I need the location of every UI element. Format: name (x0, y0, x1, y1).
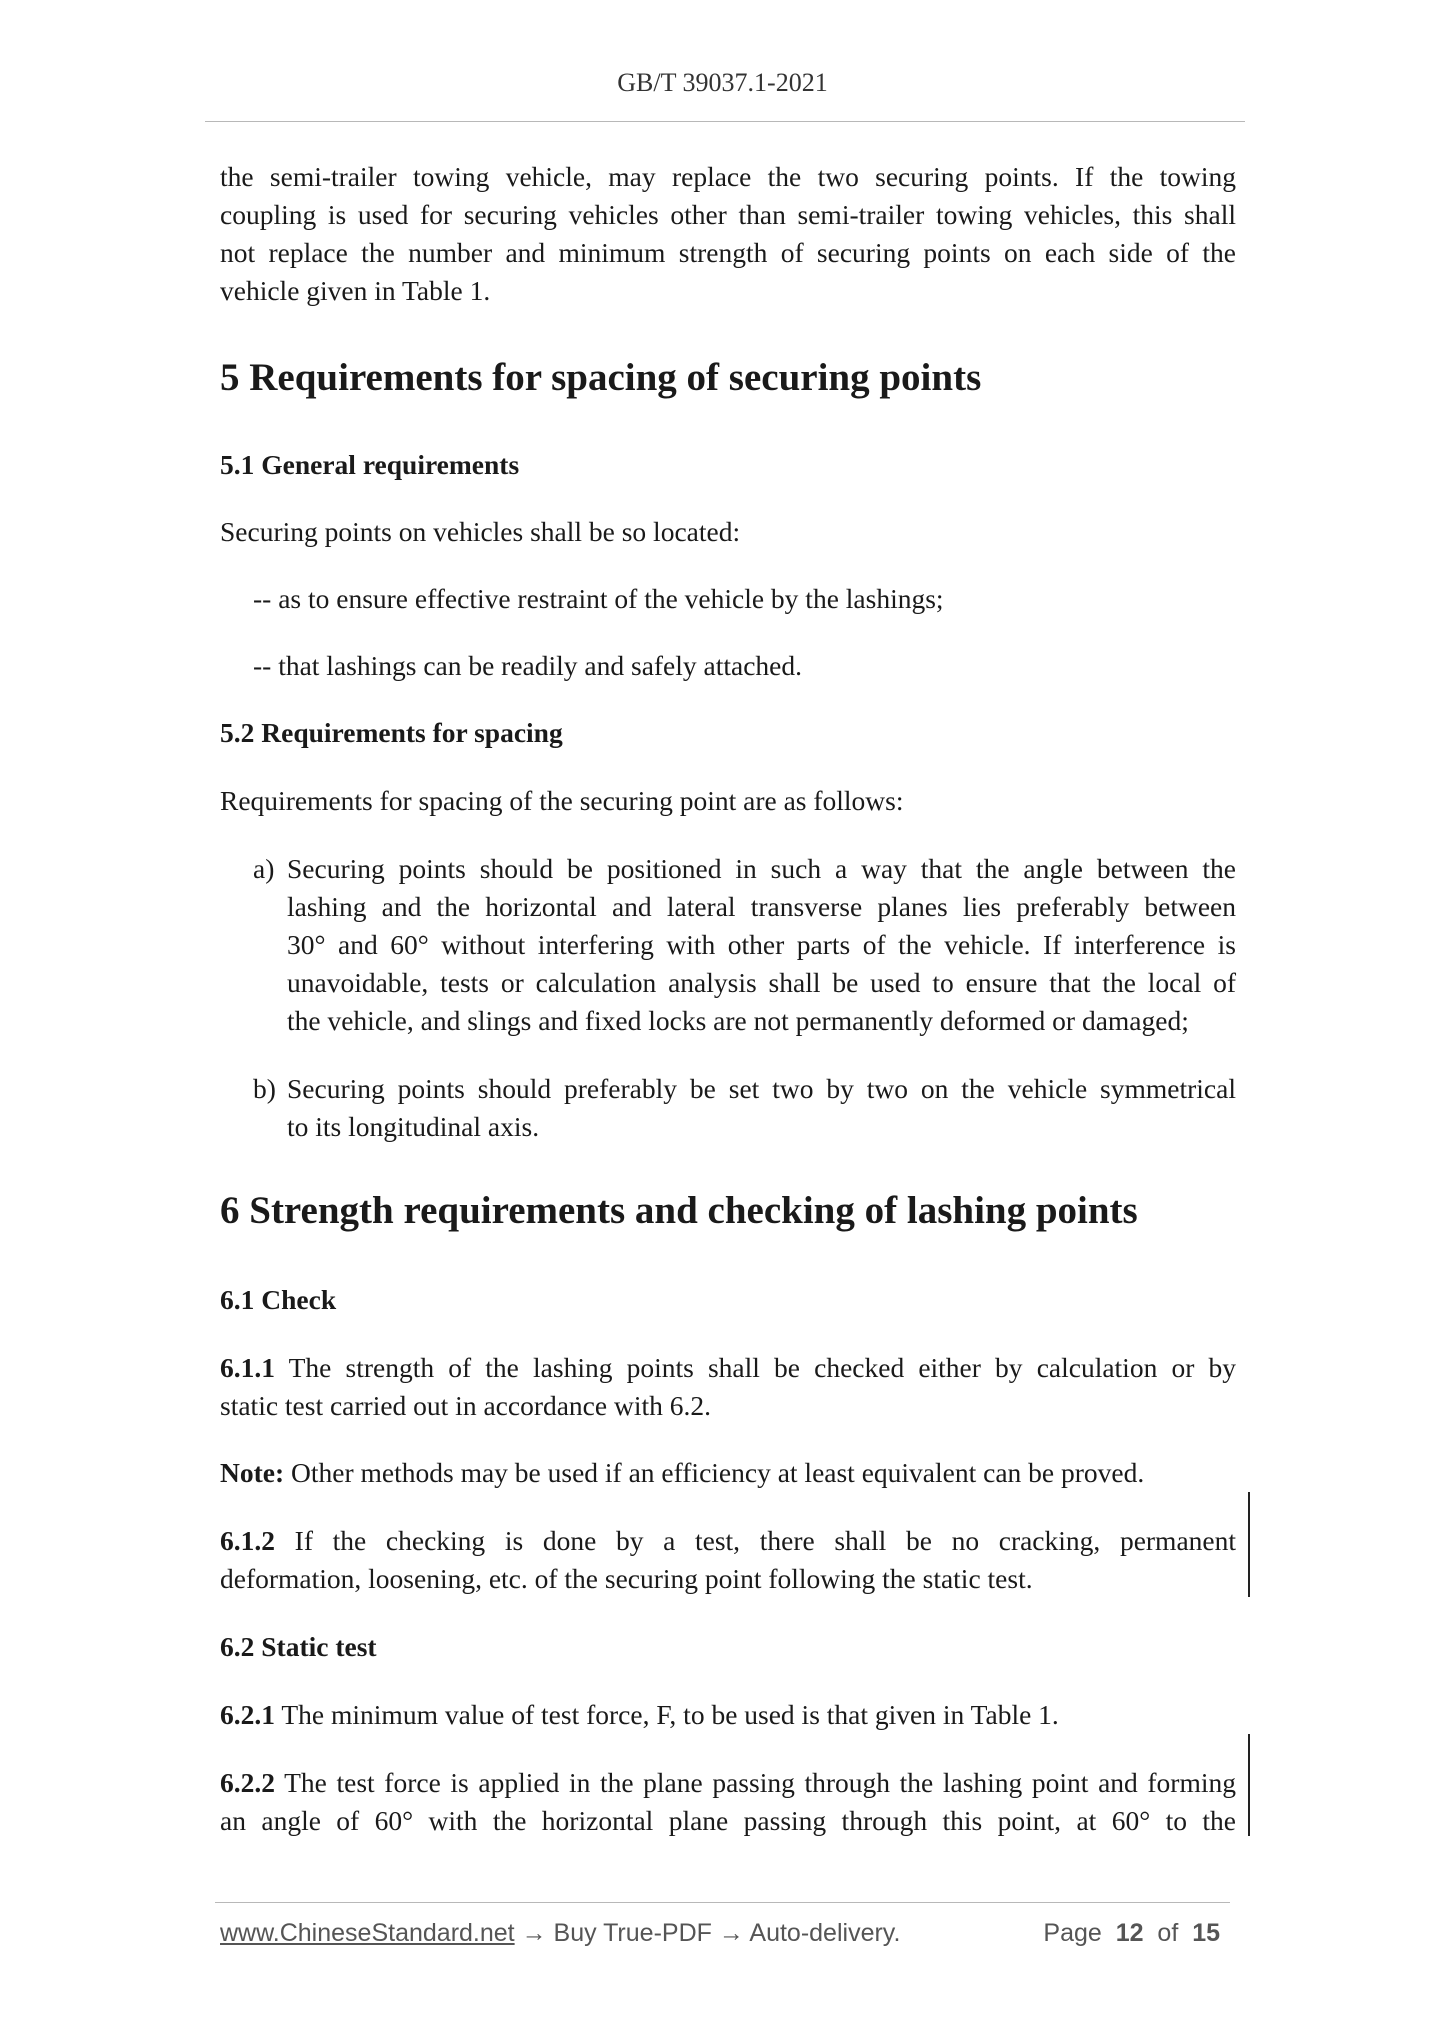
note-paragraph (220, 1454, 1144, 1492)
list-label-a: a) (253, 853, 275, 884)
note-text: Other methods may be used if an efficiency at least equivalent can be proved. (284, 1457, 1145, 1488)
note-label: Note: (220, 1457, 285, 1488)
header-divider (205, 121, 1245, 122)
of-word: of (1157, 1919, 1179, 1947)
clause-number: 6.2.1 (220, 1699, 275, 1730)
paragraph-6-2-2-line: an angle of 60° with the horizontal plane passing through this point, at 60° to the (220, 1805, 1236, 1836)
change-bar (1248, 1734, 1250, 1836)
clause-text: If the checking is done by a test, there shall be no cracking, permanent (275, 1525, 1236, 1556)
section-5-heading: 5 Requirements for spacing of securing points (220, 356, 982, 399)
section-5-2-heading: 5.2 Requirements for spacing (220, 717, 563, 748)
clause-text: The minimum value of test force, F, to be used is that given in Table 1. (275, 1699, 1059, 1730)
paragraph-6-1-2-line: deformation, loosening, etc. of the securing point following the static test. (220, 1563, 1033, 1594)
intro-line: coupling is used for securing vehicles other than semi-trailer towing vehicles, this shall (220, 199, 1236, 230)
footer-divider (215, 1902, 1230, 1903)
paragraph-6-1-2-line (220, 1522, 1236, 1560)
list-item: -- as to ensure effective restraint of the vehicle by the lashings; (253, 583, 944, 614)
section-6-1-heading: 6.1 Check (220, 1284, 337, 1315)
list-item-a-line: lashing and the horizontal and lateral transverse planes lies preferably between (287, 891, 1236, 922)
current-page: 12 (1115, 1919, 1144, 1947)
list-label-b: b) (253, 1073, 276, 1104)
list-item-a-line: unavoidable, tests or calculation analysis shall be used to ensure that the local of (287, 967, 1236, 998)
footer-promo (220, 1919, 900, 1948)
section-6-heading: 6 Strength requirements and checking of lashing points (220, 1189, 1138, 1232)
paragraph-6-1-1-line (220, 1349, 1236, 1387)
list-item-b-line: to its longitudinal axis. (287, 1111, 540, 1142)
list-item-a-line: 30° and 60° without interfering with other parts of the vehicle. If interference is (287, 929, 1236, 960)
paragraph-6-2-2-line (220, 1764, 1236, 1802)
page-word: Page (1043, 1919, 1102, 1947)
intro-line: the semi-trailer towing vehicle, may replace the two securing points. If the towing (220, 161, 1236, 192)
clause-number: 6.2.2 (220, 1767, 275, 1798)
section-5-2-intro: Requirements for spacing of the securing point are as follows: (220, 785, 904, 816)
list-item-a-line: Securing points should be positioned in such a way that the angle between the (287, 853, 1236, 884)
intro-line: vehicle given in Table 1. (220, 275, 491, 306)
section-5-1-heading: 5.1 General requirements (220, 449, 520, 480)
change-bar (1248, 1492, 1250, 1597)
section-5-1-intro: Securing points on vehicles shall be so located: (220, 516, 741, 547)
list-item-b-line: Securing points should preferably be set two by two on the vehicle symmetrical (287, 1073, 1236, 1104)
list-item-a-line: the vehicle, and slings and fixed locks are not permanently deformed or damaged; (287, 1005, 1189, 1036)
section-6-2-heading: 6.2 Static test (220, 1631, 377, 1662)
clause-number: 6.1.1 (220, 1352, 275, 1383)
clause-number: 6.1.2 (220, 1525, 275, 1556)
clause-text: The test force is applied in the plane passing through the lashing point and forming (275, 1767, 1236, 1798)
total-pages: 15 (1192, 1919, 1220, 1947)
paragraph-6-1-1-line: static test carried out in accordance with 6.2. (220, 1390, 711, 1421)
clause-text: The strength of the lashing points shall be checked either by calculation or by (275, 1352, 1236, 1383)
website-link[interactable]: www.ChineseStandard.net (220, 1919, 515, 1947)
page-indicator (1043, 1919, 1220, 1948)
paragraph-6-2-1 (220, 1696, 1059, 1734)
page-header: GB/T 39037.1-2021 (617, 68, 828, 97)
list-item: -- that lashings can be readily and safely attached. (253, 650, 803, 681)
footer-tagline: → Buy True-PDF → Auto-delivery. (514, 1919, 901, 1947)
intro-line: not replace the number and minimum strength of securing points on each side of the (220, 237, 1236, 268)
